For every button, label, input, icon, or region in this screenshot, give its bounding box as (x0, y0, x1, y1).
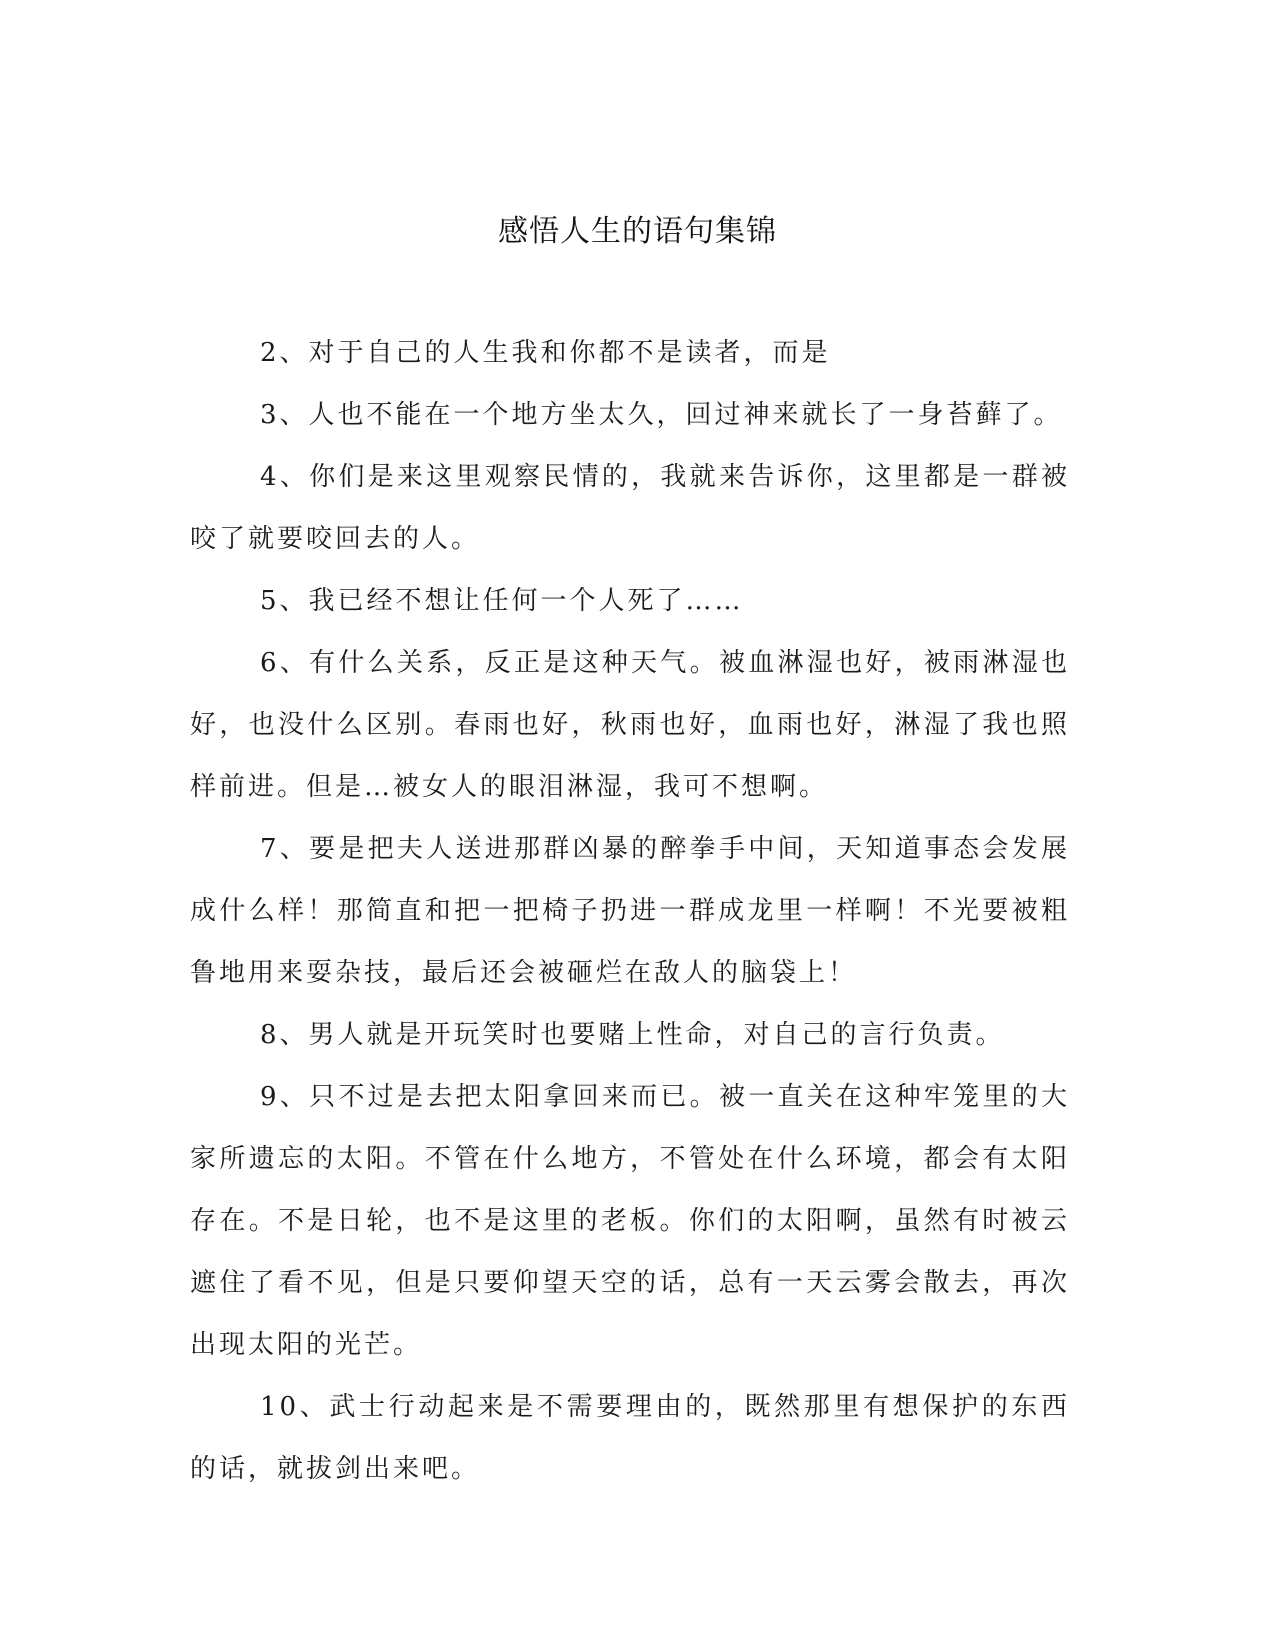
document-title: 感悟人生的语句集锦 (498, 214, 777, 249)
paragraph-10: 10、武士行动起来是不需要理由的，既然那里有想保护的东西的话，就拔剑出来吧。 (190, 1392, 1070, 1484)
paragraph-7: 7、要是把夫人送进那群凶暴的醉拳手中间，天知道事态会发展成什么样！那简直和把一把椅子扔进一群成龙里一样啊！不光要被粗鲁地用来耍杂技，最后还会被砸烂在敌人的脑袋上！ (190, 834, 1070, 988)
paragraph-2: 2、对于自己的人生我和你都不是读者，而是 (260, 338, 831, 368)
paragraph-4: 4、你们是来这里观察民情的，我就来告诉你，这里都是一群被咬了就要咬回去的人。 (190, 462, 1070, 554)
paragraph-5: 5、我已经不想让任何一个人死了…… (260, 586, 744, 616)
paragraph-8: 8、男人就是开玩笑时也要赌上性命，对自己的言行负责。 (260, 1020, 1005, 1050)
paragraph-6: 6、有什么关系，反正是这种天气。被血淋湿也好，被雨淋湿也好，也没什么区别。春雨也好，秋雨也好，血雨也好，淋湿了我也照样前进。但是…被女人的眼泪淋湿，我可不想啊。 (190, 648, 1070, 802)
paragraph-9: 9、只不过是去把太阳拿回来而已。被一直关在这种牢笼里的大家所遗忘的太阳。不管在什么地方，不管处在什么环境，都会有太阳存在。不是日轮，也不是这里的老板。你们的太阳啊，虽然有时被云遮住了看不见，但是只要仰望天空的话，总有一天云雾会散去，再次出现太阳的光芒。 (190, 1082, 1070, 1360)
paragraph-3: 3、人也不能在一个地方坐太久，回过神来就长了一身苔藓了。 (260, 400, 1063, 430)
document-body (190, 322, 1070, 1500)
